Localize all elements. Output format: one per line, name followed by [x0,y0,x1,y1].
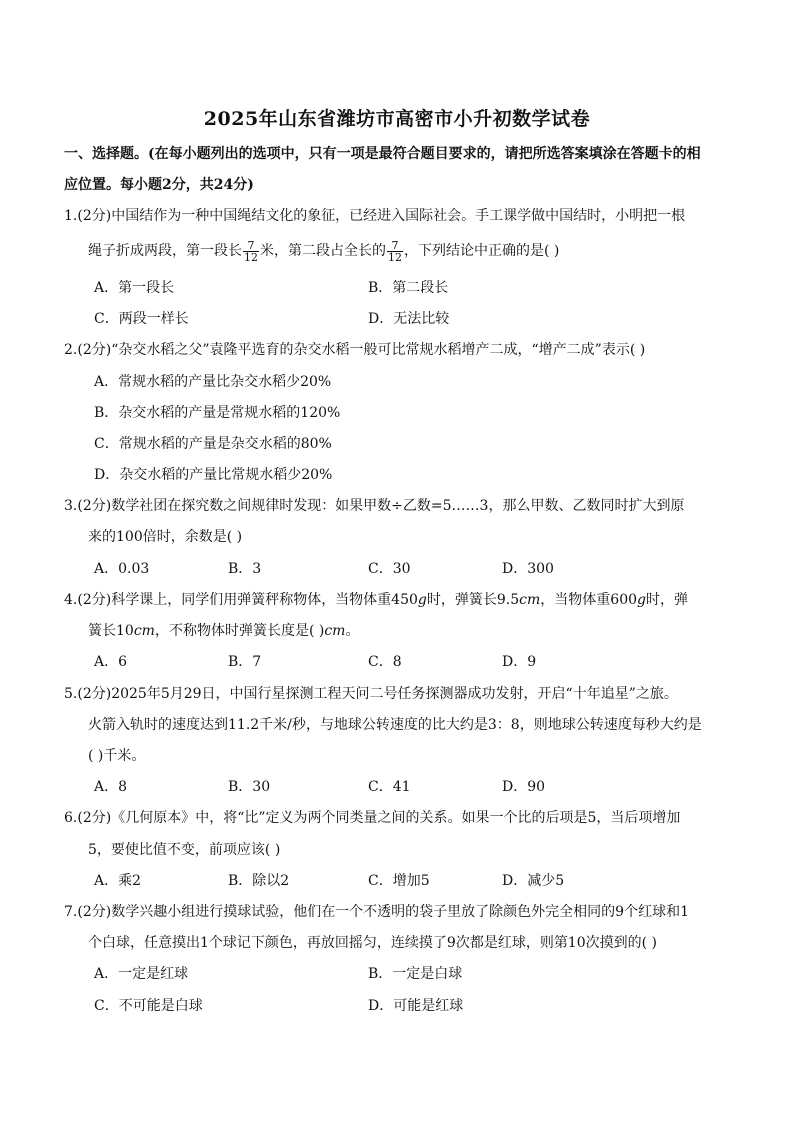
q4-text-b: 时，弹簧长9.5 [426,592,520,608]
question-7-line2: 个白球，任意摸出1个球记下颜色，再放回摇匀，连续摸了9次都是红球，则第10次摸到的( ) [88,935,658,951]
q6-option-d[interactable]: D．减少5 [502,873,565,889]
q1-text-b: 米，第二段占全长的 [260,243,386,259]
q5-option-a[interactable]: A．8 [94,779,128,795]
q1-text-a: 绳子折成两段，第一段长 [88,243,242,259]
q5-option-b[interactable]: B．30 [228,779,271,795]
q1-text-c: ，下列结论中正确的是( ) [404,243,560,259]
q5-option-c[interactable]: C．41 [368,779,411,795]
q7-option-a[interactable]: A．一定是红球 [94,966,189,982]
q4-unit-g1: g [417,592,427,608]
q6-option-b[interactable]: B．除以2 [228,873,290,889]
q7-option-c[interactable]: C．不可能是白球 [94,998,203,1014]
question-5-line2: 火箭入轨时的速度达到11.2千米/秒，与地球公转速度的比大约是3：8，则地球公转速度每秒大约是 [88,717,702,733]
q1-option-a[interactable]: A．第一段长 [94,280,175,296]
q4-unit-cm2: cm [133,623,155,639]
q4-unit-cm3: cm [324,623,346,639]
q4-unit-cm1: cm [519,592,541,608]
q4-text-g: 。 [345,623,360,639]
question-6-line2: 5，要使比值不变，前项应该( ) [88,842,281,858]
q1-frac1-den: 12 [244,250,258,264]
q3-option-c[interactable]: C．30 [368,561,411,577]
q4-option-b[interactable]: B．7 [228,654,262,670]
q4-text-d: 时，弹 [645,592,688,608]
q4-text-f: ，不称物体时弹簧长度是( ) [154,623,325,639]
q1-option-c[interactable]: C．两段一样长 [94,311,189,327]
q6-option-c[interactable]: C．增加5 [368,873,430,889]
q7-option-d[interactable]: D．可能是红球 [368,998,464,1014]
q2-option-a[interactable]: A．常规水稻的产量比杂交水稻少20% [94,374,332,390]
q2-option-c[interactable]: C．常规水稻的产量是杂交水稻的80% [94,436,332,452]
question-2-line1: 2.(2分)“杂交水稻之父”袁隆平选育的杂交水稻一般可比常规水稻增产二成，“增产二成”表示( ) [64,342,646,358]
question-7-line1: 7.(2分)数学兴趣小组进行摸球试验，他们在一个不透明的袋子里放了除颜色外完全相同的9个红球和1 [64,904,690,920]
question-3-line1: 3.(2分)数学社团在探究数之间规律时发现：如果甲数÷乙数=5……3，那么甲数、乙数同时扩大到原 [64,498,685,514]
section-heading-line2: 应位置。每小题2分，共24分) [64,177,254,193]
q3-option-d[interactable]: D．300 [502,561,554,577]
q4-text-a: 4.(2分)科学课上，同学们用弹簧秤称物体，当物体重450 [64,592,418,608]
question-5-line1: 5.(2分)2025年5月29日，中国行星探测工程天问二号任务探测器成功发射，开启“十年追星”之旅。 [64,686,678,702]
question-5-line3: ( )千米。 [88,748,146,764]
q4-text-e: 簧长10 [88,623,134,639]
q7-option-b[interactable]: B．一定是白球 [368,966,463,982]
q3-option-b[interactable]: B．3 [228,561,262,577]
q4-unit-g2: g [637,592,646,608]
question-3-line2: 来的100倍时，余数是( ) [88,529,243,545]
q1-option-b[interactable]: B．第二段长 [368,280,449,296]
section-heading-line1: 一、选择题。(在每小题列出的选项中，只有一项是最符合题目要求的，请把所选答案填涂在答题卡的相 [64,146,701,162]
page-title: 2025年山东省潍坊市高密市小升初数学试卷 [203,108,591,130]
question-6-line1: 6.(2分)《几何原本》中，将“比”定义为两个同类量之间的关系。如果一个比的后项是5，当后项增加 [64,810,681,826]
q1-frac1-num: 7 [247,238,255,252]
q5-option-d[interactable]: D．90 [502,779,546,795]
q4-option-c[interactable]: C．8 [368,654,402,670]
q1-frac2-den: 12 [388,250,402,264]
q4-text-c: ，当物体重600 [540,592,638,608]
question-1-line1: 1.(2分)中国结作为一种中国绳结文化的象征，已经进入国际社会。手工课学做中国结时，小明把一根 [64,208,686,224]
q1-fraction-1 [243,240,259,263]
q4-option-a[interactable]: A．6 [94,654,128,670]
q1-frac2-num: 7 [391,238,399,252]
q2-option-b[interactable]: B．杂交水稻的产量是常规水稻的120% [94,405,341,421]
q2-option-d[interactable]: D．杂交水稻的产量比常规水稻少20% [94,467,333,483]
question-4-line2 [88,621,359,641]
q1-fraction-2 [387,240,403,263]
question-1-line2 [88,238,559,264]
q1-option-d[interactable]: D．无法比较 [368,311,450,327]
q4-option-d[interactable]: D．9 [502,654,537,670]
q3-option-a[interactable]: A．0.03 [94,561,150,577]
question-4-line1 [64,590,688,610]
q6-option-a[interactable]: A．乘2 [94,873,142,889]
